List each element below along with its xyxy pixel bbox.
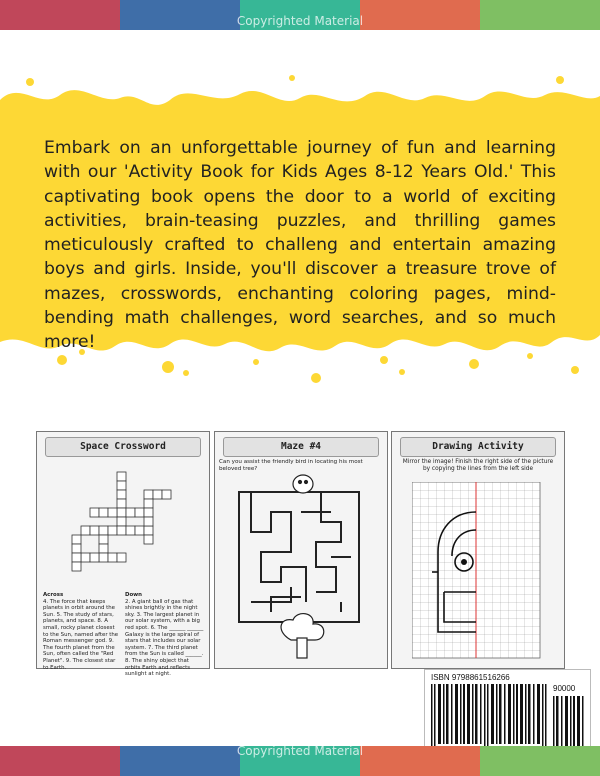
maze-illustration <box>231 472 371 662</box>
watermark-bottom: Copyrighted Material <box>236 744 364 758</box>
crossword-title: Space Crossword <box>45 437 201 457</box>
isbn-barcode <box>431 684 549 750</box>
maze-instruction: Can you assist the friendly bird in locating his most beloved tree? <box>219 459 363 472</box>
down-heading: Down <box>125 592 142 598</box>
crossword-grid <box>57 464 187 584</box>
crossword-across-clues <box>43 592 121 671</box>
watermark-top: Copyrighted Material <box>236 14 364 28</box>
down-clues-text: 2. A giant ball of gas that shines brightly in the night sky. 3. The largest planet in our solar system, with a big red spot. 6. The ______ ______ Galaxy is the large spiral of stars that includes our solar system. 7. The third planet from the Sun is called ______. 8. The shiny object that orbits Earth and reflects sunlight at night. <box>125 598 204 678</box>
preview-page-drawing <box>391 431 565 669</box>
drawing-title: Drawing Activity <box>400 437 556 457</box>
price-barcode <box>553 696 585 750</box>
across-clues-text: 4. The force that keeps planets in orbit around the Sun. 5. The study of stars, planets, and space. 8. A small, rocky planet closest to the Sun, named after the Roman messenger god. 9. The fourth planet from the Sun, often called the "Red Planet". 9. The closest star to Earth. <box>43 598 119 671</box>
preview-page-maze <box>214 431 388 669</box>
isbn-text: ISBN 9798861516266 <box>431 673 510 682</box>
preview-page-crossword <box>36 431 210 678</box>
drawing-instruction: Mirror the image! Finish the right side of the picture by copying the lines from the left side <box>402 459 554 472</box>
mirror-drawing-grid <box>412 482 546 662</box>
maze-title: Maze #4 <box>223 437 379 457</box>
book-description: Embark on an unforgettable journey of fun and learning with our 'Activity Book for Kids Ages 8-12 Years Old.' This captivating book opens the door to a world of exciting activities, brain-teasing puzzles, and thrilling games meticulously crafted to challeng and entertain amazing boys and girls. Inside, you'll discover a treasure trove of mazes, crosswords, enchanting coloring pages, mind-bending math challenges, word searches, and so much more! <box>44 138 556 353</box>
crossword-down-clues <box>125 592 205 678</box>
price-code: 90000 <box>553 684 576 693</box>
across-heading: Across <box>43 592 64 598</box>
